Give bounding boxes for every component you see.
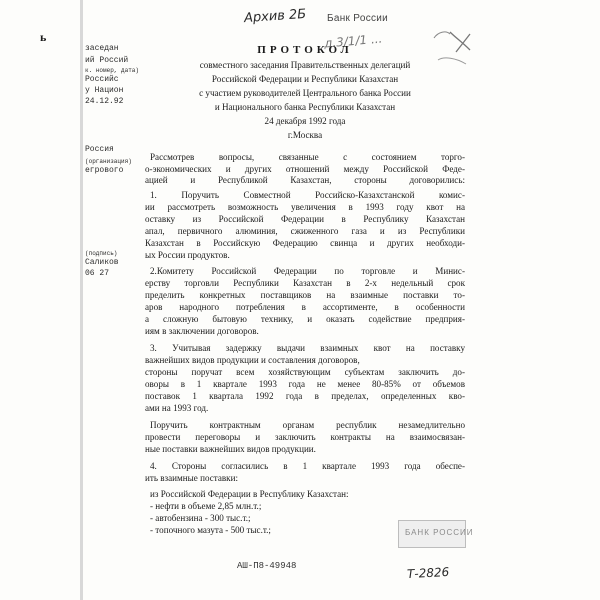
body-line: ные поставки важнейших видов продукции. (145, 444, 316, 454)
sheet-edge (80, 0, 83, 600)
body-line: Казахстан в Российскую Федерацию свинца и других необходи- (145, 238, 465, 248)
left-strip-line: ий Россий (85, 56, 129, 65)
body-line: ии рассмотреть возможность увеличения в 1993 году квот на (145, 202, 465, 212)
body-line: провести переговоры и заключить контракты на взаимосвязан- (145, 432, 465, 442)
left-strip-line: у Национ (85, 86, 124, 95)
left-strip-line: Саликов (85, 258, 119, 267)
left-strip-line: егрового (85, 166, 124, 175)
archive-handwritten-note: Архив 2Б (243, 6, 307, 27)
body-line: Рассмотрев вопросы, связанные с состоянием торго- (150, 152, 465, 162)
handwritten-reference: д.3/1/1 ... (323, 31, 383, 51)
body-line: оворы в 1 квартале 1993 года не менее 80-85% от объемов (145, 379, 465, 389)
stamp-text: БАНК РОССИИ (405, 528, 474, 537)
body-line: аров народного потребления в ассортименте, в особенности (145, 302, 465, 312)
body-line: ых России продуктов. (145, 250, 230, 260)
subtitle-line: совместного заседания Правительственных делегаций (199, 60, 411, 70)
body-line: стороны поручат всем хозяйствующим субъектам заключить до- (145, 367, 465, 377)
corner-mark: ь (40, 30, 47, 44)
left-strip-line: Российс (85, 75, 119, 84)
body-line: ить взаимные поставки: (145, 473, 238, 483)
body-line: 4. Стороны согласились в 1 квартале 1993 года обеспе- (150, 461, 465, 471)
bank-stamp (398, 520, 474, 548)
document-date: 24 декабря 1992 года (264, 116, 346, 126)
body-line: оставку из Российской Федерации в Республику Казахстан (145, 214, 465, 224)
body-line: ами на 1993 год. (145, 403, 209, 413)
left-strip-line: (организация) (85, 158, 132, 165)
body-line: иям в заключении договоров. (145, 326, 259, 336)
body-line: Поручить контрактным органам республик незамедлительно (150, 420, 465, 430)
body-line: апал, первичного алюминия, сжиженного газа и из Республики (145, 226, 465, 236)
left-strip-line: к. номер, дата) (85, 67, 140, 74)
bottom-handwritten-mark: Т-2826 (406, 564, 450, 582)
body-line: ацией и Республикой Казахстан, стороны договорились: (145, 175, 465, 185)
body-line: пределить конкретных поставщиков на взаимные поставки то- (145, 290, 465, 300)
body-line: о-экономических и других отношений между Российской Феде- (145, 164, 465, 174)
body-line: а сложную бытовую технику, и оказать содействие предприя- (145, 314, 465, 324)
left-strip-line: заседан (85, 44, 119, 53)
body-line: - топочного мазута - 500 тыс.т.; (150, 525, 271, 535)
body-line: из Российской Федерации в Республику Казахстан: (150, 489, 349, 499)
body-line: поставок 1 квартала 1992 года в пределах, определенных кво- (145, 391, 465, 401)
subtitle-line: Российской Федерации и Республики Казахстан (211, 74, 399, 84)
body-line: - нефти в объеме 2,85 млн.т.; (150, 501, 262, 511)
left-strip-line: 06 27 (85, 269, 110, 278)
header-bank-name: Банк России (327, 13, 389, 24)
left-strip-line: Россия (85, 145, 114, 154)
left-strip (85, 44, 145, 304)
subtitle-line: с участием руководителей Центрального банка России (199, 88, 411, 98)
left-strip-line: (подпись) (85, 250, 118, 257)
archive-number: АШ-П8-49948 (237, 561, 297, 571)
document-place: г.Москва (287, 130, 323, 140)
body-line: важнейших видов продукции и составления договоров, (145, 355, 360, 365)
body-line: 3. Учитывая задержку выдачи взаимных квот на поставку (150, 343, 465, 353)
subtitle-line: и Национального банка Республики Казахстан (214, 102, 396, 112)
body-line: 1. Поручить Совместной Российско-Казахстанской комис- (150, 190, 465, 200)
left-strip-line: 24.12.92 (85, 97, 124, 106)
body-line: ерству торговли Республики Казахстан в 2-х недельный срок (145, 278, 465, 288)
body-line: - автобензина - 300 тыс.т.; (150, 513, 251, 523)
document-title: ПРОТОКОЛ (257, 44, 353, 56)
body-line: 2.Комитету Российской Федерации по торговле и Минис- (150, 266, 465, 276)
